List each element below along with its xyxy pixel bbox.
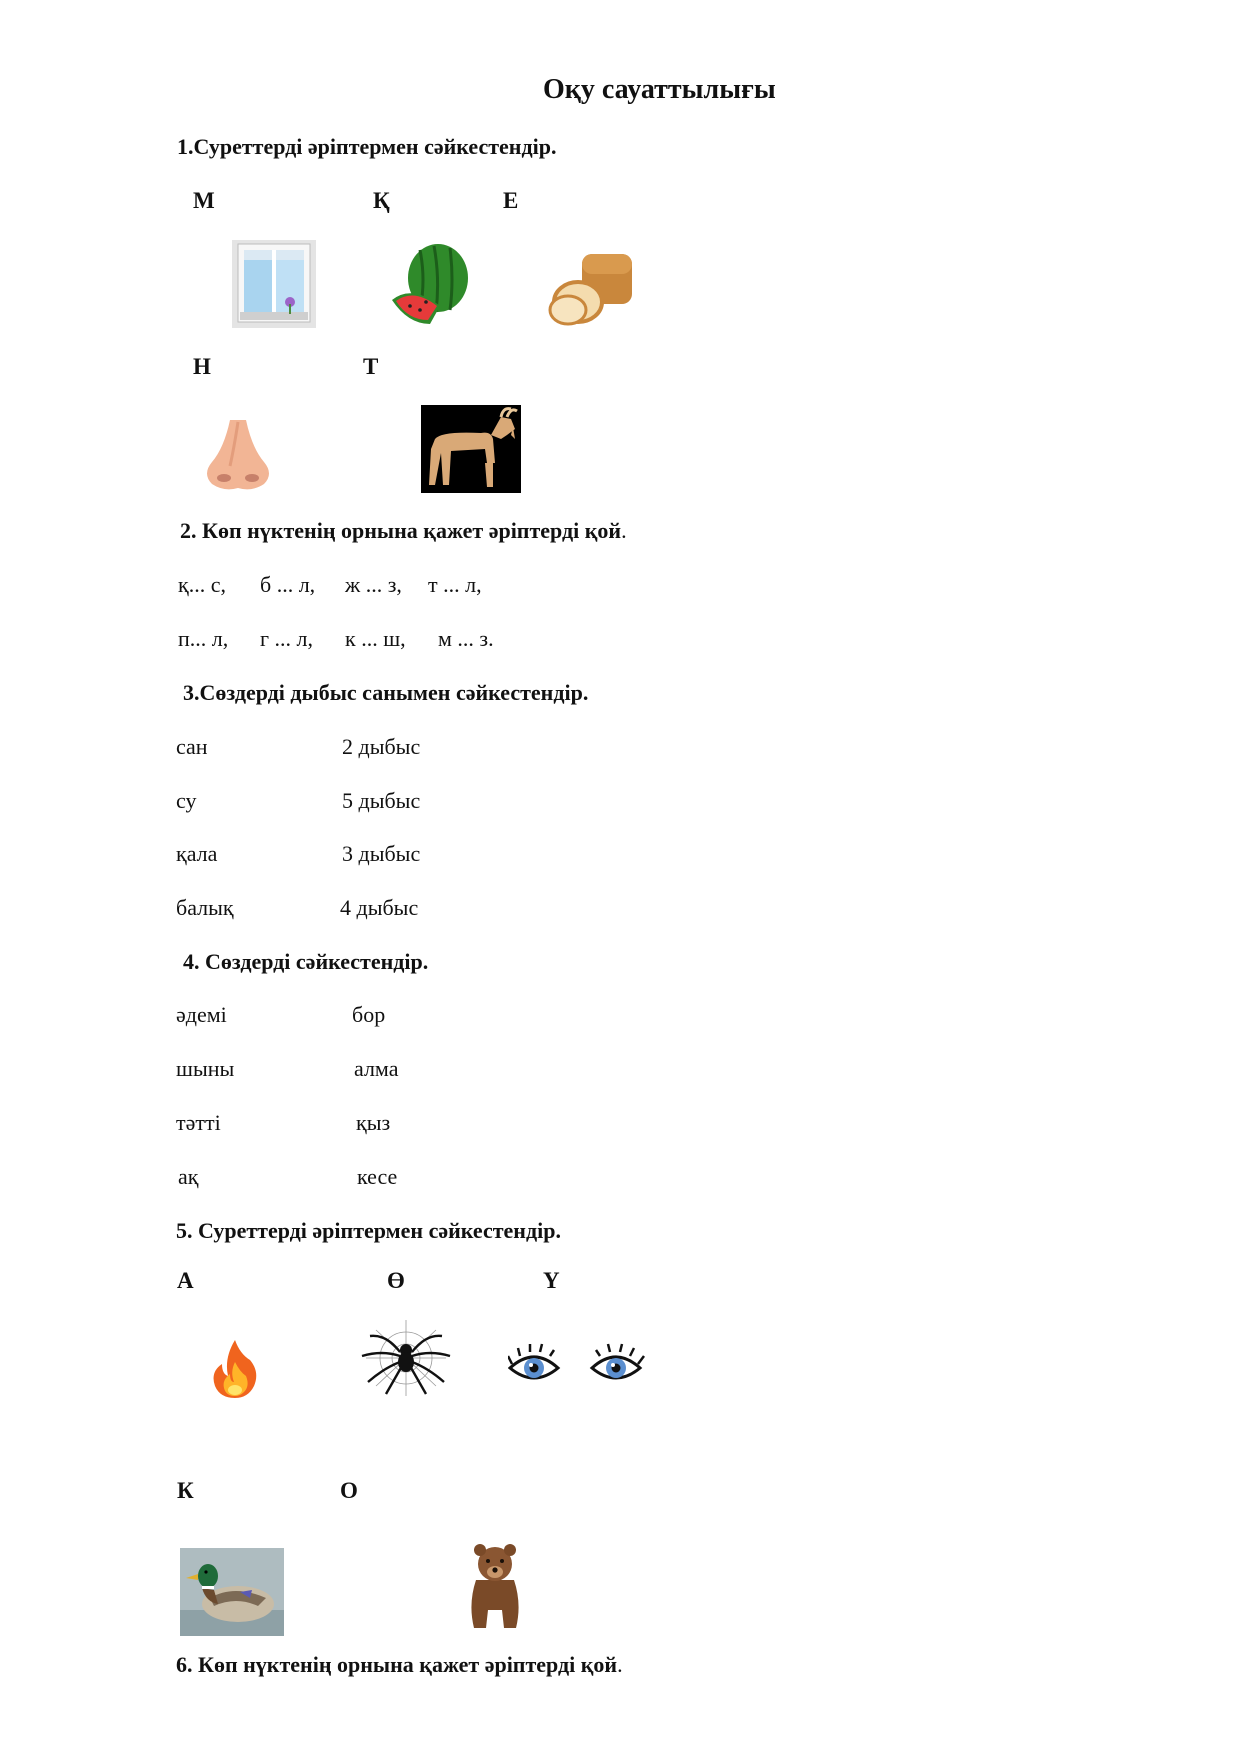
task6-heading-text: 6. Көп нүктенің орнына қажет әріптерді қой bbox=[176, 1652, 618, 1677]
task1-letter-t: Т bbox=[363, 354, 379, 379]
task5-letter-oe: Ө bbox=[387, 1268, 405, 1293]
task1-letter-e: Е bbox=[503, 188, 519, 213]
task1-letter-n: Н bbox=[193, 354, 211, 379]
task2-item: г ... л, bbox=[260, 626, 314, 651]
nose-picture bbox=[200, 418, 276, 494]
page-title: Оқу сауаттылығы bbox=[543, 74, 776, 105]
goat-picture bbox=[421, 405, 521, 493]
task4-left-word: ақ bbox=[178, 1164, 199, 1189]
task3-word: балық bbox=[176, 895, 234, 920]
task2-item: к ... ш, bbox=[345, 626, 406, 651]
task2-item: м ... з. bbox=[438, 626, 494, 651]
task6-heading bbox=[176, 1652, 623, 1678]
duck-picture bbox=[180, 1548, 284, 1636]
task2-item: ж ... з, bbox=[345, 572, 402, 597]
task2-heading-text: 2. Көп нүктенің орнына қажет әріптерді қой bbox=[180, 518, 622, 543]
task5-letter-ue: Ү bbox=[543, 1268, 560, 1293]
task4-heading: 4. Сөздерді сәйкестендір. bbox=[183, 949, 429, 974]
task2-heading bbox=[180, 518, 627, 544]
task5-letter-o: О bbox=[340, 1478, 358, 1503]
task2-item: п... л, bbox=[178, 626, 229, 651]
task4-left-word: әдемі bbox=[176, 1002, 227, 1027]
task4-right-word: кесе bbox=[357, 1164, 398, 1189]
fire-picture bbox=[210, 1338, 260, 1398]
task4-right-word: алма bbox=[354, 1056, 399, 1081]
spider-picture bbox=[356, 1320, 456, 1396]
watermelon-picture bbox=[390, 240, 474, 328]
task3-word: су bbox=[176, 788, 197, 813]
task1-letter-m: М bbox=[193, 188, 215, 213]
window-picture bbox=[232, 240, 316, 328]
bear-picture bbox=[462, 1540, 528, 1630]
task2-heading-dot: . bbox=[621, 518, 627, 543]
task2-item: қ... с, bbox=[178, 572, 226, 597]
task3-word: қала bbox=[176, 841, 218, 866]
task3-count: 4 дыбыс bbox=[340, 895, 419, 920]
task4-right-word: бор bbox=[352, 1002, 386, 1027]
eyes-picture bbox=[508, 1342, 648, 1394]
task1-heading: 1.Суреттерді әріптермен сәйкестендір. bbox=[177, 134, 557, 159]
task3-count: 2 дыбыс bbox=[342, 734, 421, 759]
task2-item: т ... л, bbox=[428, 572, 482, 597]
task1-letter-q: Қ bbox=[373, 188, 390, 213]
task4-left-word: тәтті bbox=[176, 1110, 221, 1135]
task3-word: сан bbox=[176, 734, 208, 759]
task4-right-word: қыз bbox=[356, 1110, 391, 1135]
task6-heading-dot: . bbox=[617, 1652, 623, 1677]
task3-count: 3 дыбыс bbox=[342, 841, 421, 866]
task3-heading: 3.Сөздерді дыбыс санымен сәйкестендір. bbox=[183, 680, 589, 705]
task5-heading: 5. Суреттерді әріптермен сәйкестендір. bbox=[176, 1218, 561, 1243]
task4-left-word: шыны bbox=[176, 1056, 235, 1081]
task5-letter-a: А bbox=[177, 1268, 194, 1293]
task2-item: б ... л, bbox=[260, 572, 316, 597]
task3-count: 5 дыбыс bbox=[342, 788, 421, 813]
task5-letter-k: К bbox=[177, 1478, 194, 1503]
bread-picture bbox=[548, 248, 638, 328]
